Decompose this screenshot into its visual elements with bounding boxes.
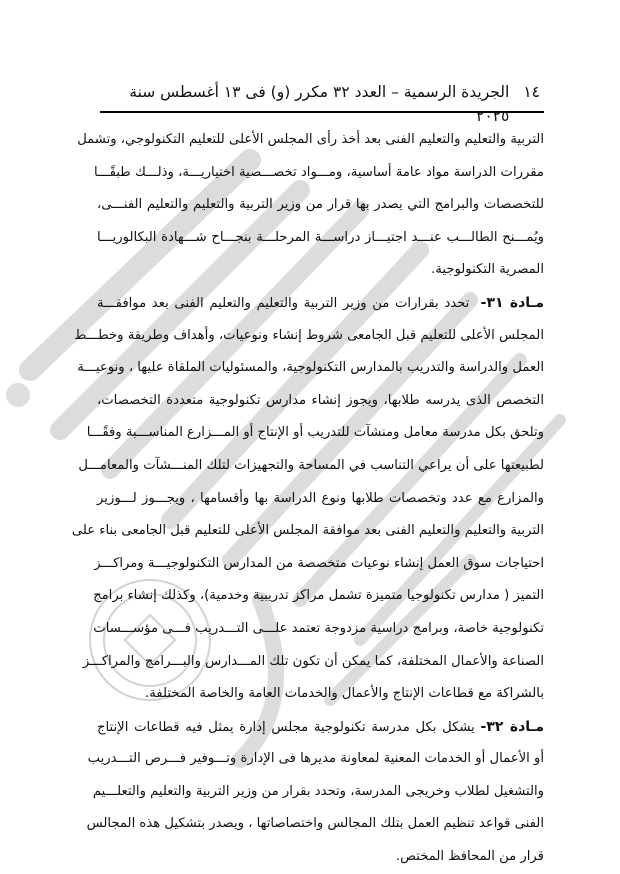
article-32-label: مـادة ٣٢- xyxy=(480,718,544,735)
text-line: التميز ( مدارس تكنولوجيا متميزة تشمل مراكز تدريبية وخدمية)، وكذلك إنشاء برامج xyxy=(93,588,544,604)
text-line: الفنى قواعد تنظيم العمل بتلك المجالس واختصاصاتها ، ويصدر بتشكيل هذه المجالس xyxy=(86,816,544,832)
text-line: الصناعة والأعمال المختلفة، كما يمكن أن تكون تلك المـــدارس والبـــرامج والمراكـــز xyxy=(82,653,544,669)
article-31 xyxy=(71,287,545,711)
watermark-dot-icon xyxy=(6,383,30,407)
intro-paragraph xyxy=(77,124,544,287)
text-line: قرار من المحافظ المختص. xyxy=(395,849,544,865)
article-31-label: مـادة ٣١- xyxy=(480,294,545,311)
text-line: تكنولوجية خاصة، وبرامج دراسية مزدوجة تعتمد علـــى التـــدريب فـــى مؤســـسات xyxy=(93,620,544,636)
text-line: احتياجات سوق العمل إنشاء نوعيات متخصصة من المدارس التكنولوجيـــة ومراكـــز xyxy=(94,555,544,571)
document-body xyxy=(71,124,545,874)
article-31-first-line xyxy=(97,287,544,320)
article-32 xyxy=(86,711,544,874)
text-line: ويُمـــنح الطالـــب عنـــد اجتيـــاز دراســـة المرحلـــة بنجـــاح شـــهادة البكالوريـــا xyxy=(97,229,544,245)
page-number: ١٤ xyxy=(523,83,540,101)
article-32-first-line xyxy=(97,711,544,744)
text-line: وتلحق بكل مدرسة معامل ومنشآت للتدريب أو الإنتاج أو المـــزارع المناســـبة وفقًـــا xyxy=(86,425,544,441)
text-line: التخصص الذى يدرسه طلابها، ويجوز إنشاء مدارس تكنولوجية متعددة التخصصات، xyxy=(97,392,544,408)
text-line: المجلس الأعلى للتعليم قبل الجامعى شروط إنشاء ونوعيات، وأهداف وطريقة وخطـــط xyxy=(74,327,544,343)
text-line: التربية والتعليم والتعليم الفنى بعد موافقة المجلس الأعلى للتعليم قبل الجامعى بناء على xyxy=(71,523,544,539)
text-line: العمل والدراسة والتدريب بالمدارس التكنولوجية، والمسئوليات الملقاة عليها ، ونوعيـــة xyxy=(77,360,544,376)
text-line: أو الأعمال أو الخدمات المعنية لمعاونة مديرها فى الإدارة وتـــوفير فـــرص التـــدريب xyxy=(87,751,544,767)
page-header xyxy=(97,80,544,125)
text-line: المصرية التكنولوجية. xyxy=(431,262,544,278)
text-line: التربية والتعليم والتعليم الفنى بعد أخذ رأى المجلس الأعلى للتعليم التكنولوجي، وتشمل xyxy=(77,132,544,147)
gazette-title: الجريدة الرسمية – العدد ٣٢ مكرر (و) فى ١٣ أغسطس سنة ٢٠٢٥ xyxy=(129,83,510,125)
text-line: لطبيعتها على أن يراعي التناسب في المساحة والتجهيزات لتلك المنـــشآت والمعامـــل xyxy=(78,457,544,473)
gazette-page xyxy=(71,80,545,874)
text-line: بالشراكة مع قطاعات الإنتاج والأعمال والخدمات العامة والخاصة المختلفة. xyxy=(145,686,544,702)
text-line: والمزارع مع عدد وتخصصات طلابها ونوع الدراسة بها وأقسامها ، ويجـــوز لـــوزير xyxy=(97,490,544,506)
text-line: للتخصصات والبرامج التي يصدر بها قرار من وزير التربية والتعليم والتعليم الفنـــى، xyxy=(97,197,544,213)
text-line: يشكل بكل مدرسة تكنولوجية مجلس إدارة يمثل فيه قطاعات الإنتاج xyxy=(97,719,475,735)
text-line: تحدد بقرارات من وزير التربية والتعليم والتعليم الفنى بعد موافقـــة xyxy=(97,295,470,311)
text-line: والتشغيل لطلاب وخريجى المدرسة، وتحدد بقرار من وزير التربية والتعليم والتعلـــيم xyxy=(92,783,544,799)
text-line: مقررات الدراسة مواد عامة أساسية، ومـــواد تخصـــصية اختياريـــة، وذلـــك طبقًـــا xyxy=(94,164,544,180)
